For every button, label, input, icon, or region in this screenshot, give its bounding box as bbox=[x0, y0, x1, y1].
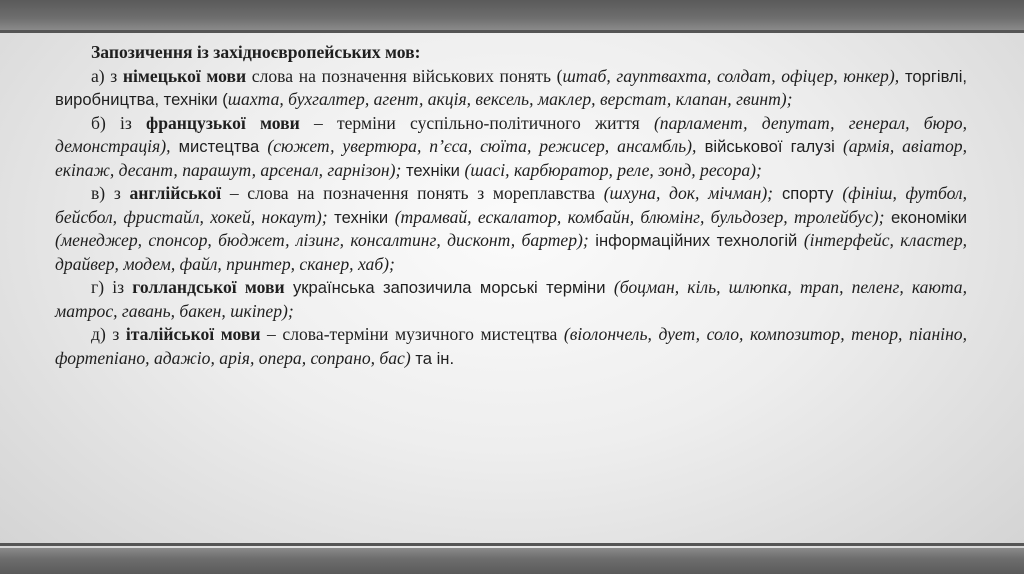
item-text: інформаційних технологій bbox=[588, 231, 804, 250]
language-name: англійської bbox=[129, 183, 222, 203]
example-words: (шхуна, док, мічман); bbox=[603, 183, 774, 203]
list-item-english bbox=[55, 182, 967, 276]
example-words: штаб, гауптвахта, солдат, офіцер, юнкер), bbox=[562, 65, 900, 86]
example-words: (боцман, кіль, шлюпка, трап, пеленг, каюта, матрос, гавань, бакен, шкіпер); bbox=[55, 277, 968, 321]
slide-body bbox=[55, 41, 967, 370]
item-text: спорту bbox=[773, 184, 843, 203]
language-name: французької мови bbox=[146, 112, 300, 133]
item-marker: б) із bbox=[91, 112, 147, 133]
item-text: техніки bbox=[327, 207, 395, 227]
item-text: мистецтва bbox=[170, 137, 268, 156]
item-text: – слова на позначення понять з мореплавства bbox=[221, 183, 604, 203]
example-words: (парламент, депутат, генерал, бюро, демонстрація), bbox=[55, 112, 967, 156]
list-item-german bbox=[55, 65, 967, 112]
language-name: німецької мови bbox=[122, 65, 247, 86]
item-marker: а) з bbox=[91, 65, 123, 86]
example-words: шахта, бухгалтер, агент, акція, вексель, маклер, верстат, клапан, гвинт); bbox=[227, 89, 793, 109]
bottom-frame-band bbox=[0, 548, 1024, 574]
slide-heading: Запозичення із західноєвропейських мов: bbox=[91, 42, 421, 62]
item-text: – слова-терміни музичного мистецтва bbox=[260, 324, 564, 344]
item-text: та ін. bbox=[410, 348, 455, 368]
top-frame-band bbox=[0, 0, 1024, 30]
example-words: (сюжет, увертюра, п’єса, сюїта, режисер, ансамбль), bbox=[267, 136, 697, 156]
item-text: – терміни суспільно-політичного життя bbox=[299, 112, 654, 133]
item-marker: г) із bbox=[91, 277, 133, 297]
example-words: (трамвай, ескалатор, комбайн, блюмінг, бульдозер, тролейбус); bbox=[394, 206, 885, 227]
item-text: військової галузі bbox=[696, 137, 843, 156]
list-item-dutch bbox=[55, 276, 967, 323]
list-item-french bbox=[55, 112, 967, 183]
example-words: (армія, авіатор, екіпаж, десант, парашут, арсенал, гарнізон); bbox=[55, 136, 967, 180]
item-text: економіки bbox=[884, 207, 967, 227]
item-text: українська запозичила морські терміни bbox=[284, 278, 614, 297]
item-text: торгівлі, виробництва, техніки ( bbox=[55, 66, 967, 109]
example-words: (віолончель, дует, соло, композитор, тенор, піаніно, фортепіано, адажіо, арія, опера, сопрано, бас) bbox=[55, 324, 967, 368]
example-words: (менеджер, спонсор, бюджет, лізинг, консалтинг, дисконт, бартер); bbox=[55, 230, 589, 250]
language-name: голландської мови bbox=[132, 277, 285, 297]
item-marker: д) з bbox=[91, 324, 126, 344]
top-frame-line bbox=[0, 30, 1024, 33]
example-words: (інтерфейс, кластер, драйвер, модем, файл, принтер, сканер, хаб); bbox=[55, 230, 968, 274]
item-text: техніки bbox=[401, 160, 465, 180]
list-item-italian bbox=[55, 323, 967, 370]
example-words: (шасі, карбюратор, реле, зонд, ресора); bbox=[464, 159, 762, 180]
bottom-frame-line bbox=[0, 543, 1024, 546]
item-marker: в) з bbox=[91, 183, 130, 203]
language-name: італійської мови bbox=[125, 324, 261, 344]
item-text: слова на позначення військових понять ( bbox=[246, 65, 563, 86]
example-words: (фініш, футбол, бейсбол, фристайл, хокей, нокаут); bbox=[55, 183, 967, 227]
